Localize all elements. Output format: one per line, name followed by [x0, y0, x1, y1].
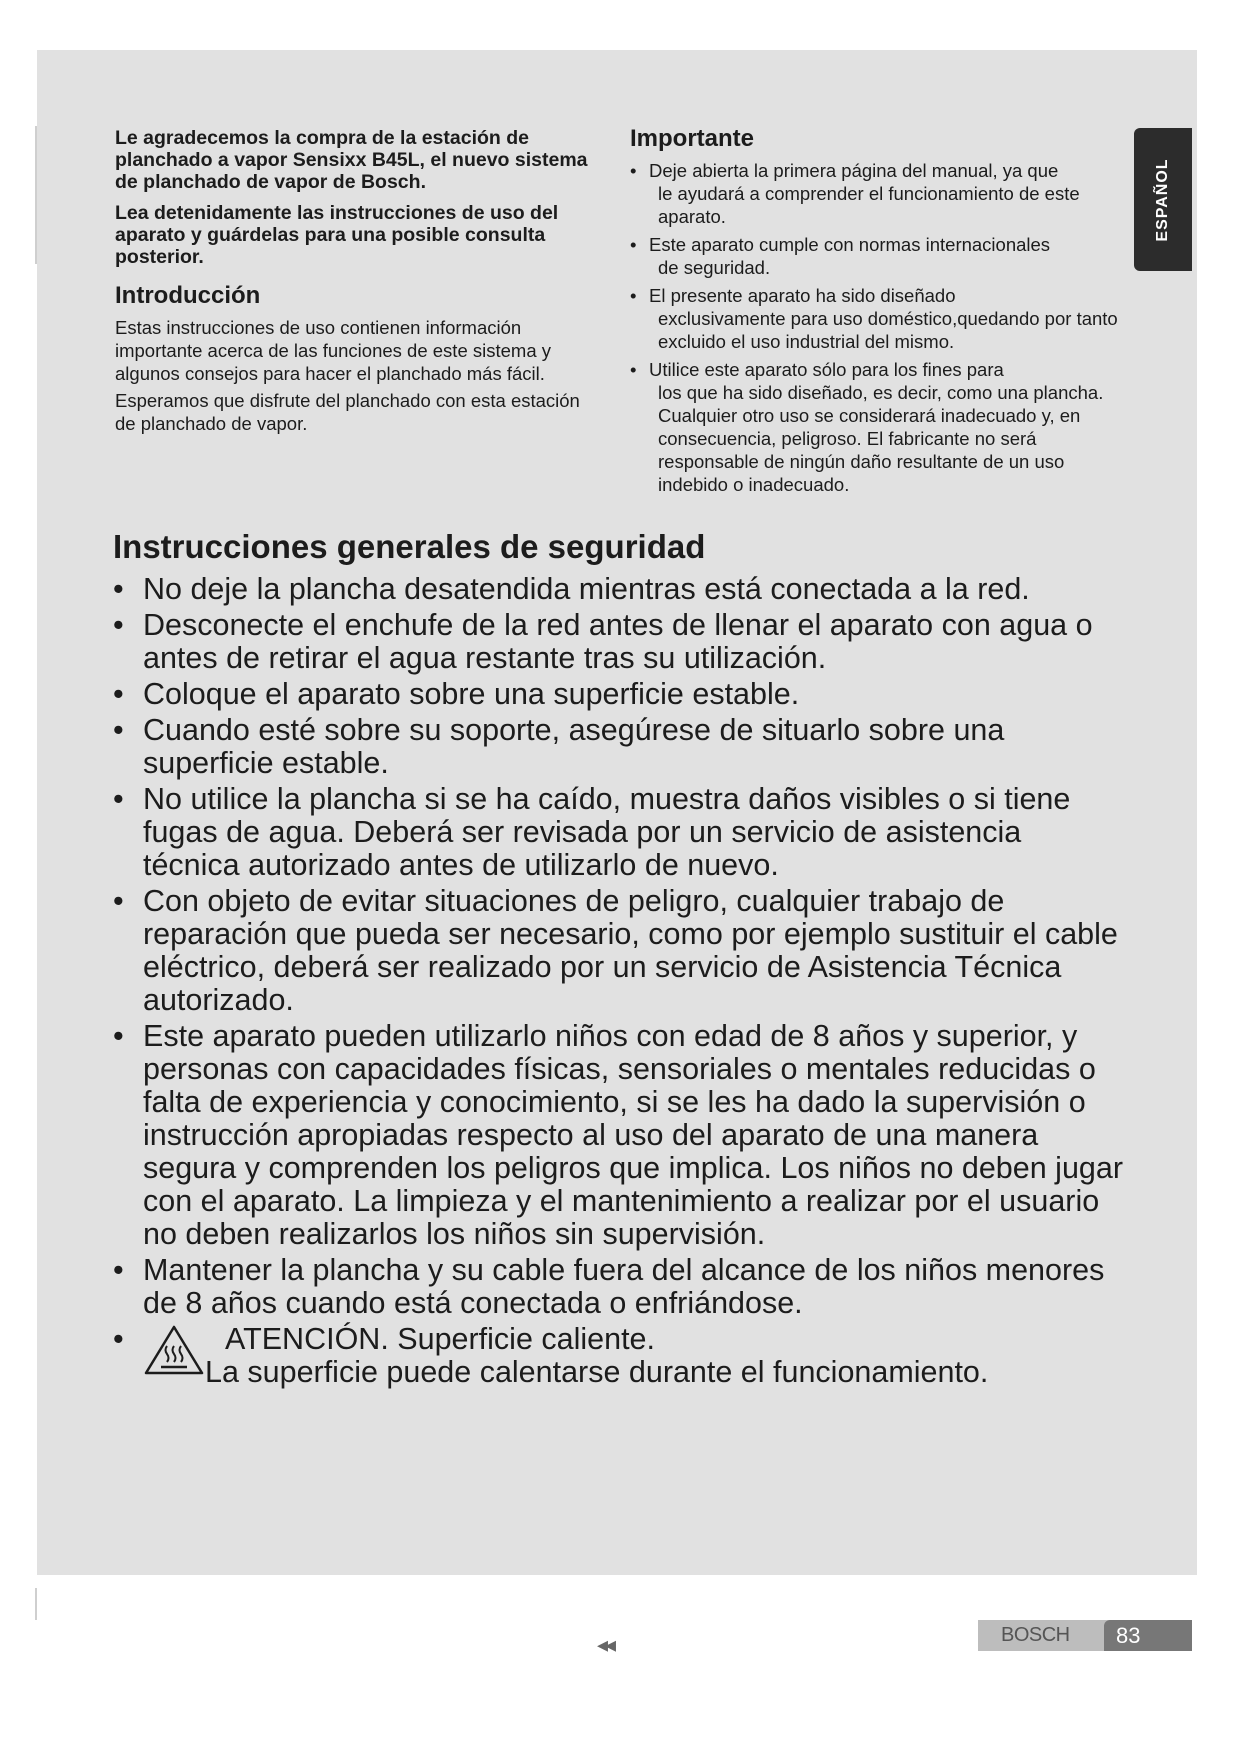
list-item-text: El presente aparato ha sido diseñado: [649, 285, 956, 306]
list-item-text: Cuando esté sobre su soporte, asegúrese de situarlo sobre una superficie estable.: [143, 713, 1005, 780]
language-tab-label: ESPAÑOL: [1154, 157, 1171, 242]
bullet: •: [630, 160, 637, 181]
margin-mark: [35, 1588, 37, 1620]
list-item-text: Desconecte el enchufe de la red antes de llenar el aparato con agua o antes de retirar el agua restante tras su utilización.: [143, 608, 1093, 675]
list-item-text: le ayudará a comprender el funcionamiento de este aparato.: [658, 183, 1080, 227]
warning-item: [113, 1323, 1123, 1389]
list-item: [113, 783, 1123, 882]
page-number: 83: [1116, 1623, 1141, 1648]
list-item: [113, 1254, 1123, 1320]
brand-label: BOSCH: [1001, 1624, 1070, 1646]
list-item-text: Con objeto de evitar situaciones de peligro, cualquier trabajo de reparación que pueda ser necesario, como por ejemplo sustituir el cable eléctrico, deberá ser realizado por un servicio de Asistencia Técnica autorizado.: [143, 884, 1118, 1017]
list-item-text: exclusivamente para uso doméstico,quedando por tanto excluido el uso industrial del mismo.: [658, 308, 1118, 352]
important-column: [630, 125, 1120, 501]
margin-mark: [35, 126, 37, 264]
safety-list: [113, 573, 1123, 1389]
list-item-text: los que ha sido diseñado, es decir, como una plancha. Cualquier otro uso se considerará inadecuado y, en consecuencia, peligroso. El fabricante no será responsable de ningún daño resultante de un uso indebido o inadecuado.: [658, 382, 1104, 495]
bullet: •: [113, 1322, 124, 1356]
list-item: [113, 714, 1123, 780]
safety-section: [113, 527, 1123, 1392]
page-number-badge: [1104, 1620, 1192, 1651]
list-item-text: de seguridad.: [658, 257, 771, 278]
bullet: •: [113, 572, 124, 606]
bullet: •: [630, 359, 637, 380]
bullet: •: [630, 285, 637, 306]
list-item: [113, 678, 1123, 711]
list-item: [113, 1020, 1123, 1251]
list-item-text: Este aparato cumple con normas internacionales: [649, 234, 1051, 255]
bullet: •: [113, 782, 124, 816]
warning-description: La superficie puede calentarse durante el funcionamiento.: [205, 1355, 989, 1389]
bullet: •: [113, 677, 124, 711]
nav-arrows-icon[interactable]: ◂◂: [597, 1632, 614, 1657]
important-heading: Importante: [630, 125, 755, 152]
list-item-text: No utilice la plancha si se ha caído, muestra daños visibles o si tiene fugas de agua. Deberá ser revisada por un servicio de asistencia técnica autorizado antes de utilizarlo de nuevo.: [143, 782, 1071, 882]
list-item: [630, 284, 1120, 353]
bullet: •: [113, 1019, 124, 1053]
introduction-heading: Introducción: [115, 282, 261, 309]
bullet: •: [113, 884, 124, 918]
read-notice-text: Lea detenidamente las instrucciones de uso del aparato y guárdelas para una posible consulta posterior.: [115, 202, 559, 268]
list-item-text: No deje la plancha desatendida mientras está conectada a la red.: [143, 572, 1030, 606]
intro-column: [115, 127, 600, 439]
list-item: [113, 885, 1123, 1017]
bullet: •: [113, 713, 124, 747]
list-item-text: Deje abierta la primera página del manual, ya que: [649, 160, 1059, 181]
list-item: [630, 159, 1120, 228]
bullet: •: [113, 1253, 124, 1287]
list-item: [113, 573, 1123, 606]
list-item-text: Mantener la plancha y su cable fuera del alcance de los niños menores de 8 años cuando está conectada o enfriándose.: [143, 1253, 1105, 1320]
bullet: •: [630, 234, 637, 255]
warning-text-block: [215, 1323, 655, 1356]
list-item-text: Este aparato pueden utilizarlo niños con edad de 8 años y superior, y personas con capacidades físicas, sensoriales o mentales reducidas o falta de experiencia y conocimiento, si se les ha dado la supervisión o instrucción apropiadas respecto al uso del aparato de una manera segura y comprenden los peligros que implica. Los niños no deben jugar con el aparato. La limpieza y el mantenimiento a realizar por el usuario no deben realizarlos los niños sin supervisión.: [143, 1019, 1123, 1251]
list-item: [630, 358, 1120, 496]
list-item-text: Coloque el aparato sobre una superficie estable.: [143, 677, 800, 711]
introduction-paragraph: Esperamos que disfrute del planchado con esta estación de planchado de vapor.: [115, 390, 580, 434]
language-tab: [1134, 128, 1192, 271]
warning-title: ATENCIÓN. Superficie caliente.: [225, 1322, 655, 1356]
safety-heading: Instrucciones generales de seguridad: [113, 528, 706, 565]
important-list: [630, 159, 1120, 496]
list-item: [113, 609, 1123, 675]
thanks-text: Le agradecemos la compra de la estación de planchado a vapor Sensixx B45L, el nuevo sistema de planchado de vapor de Bosch.: [115, 127, 588, 193]
hot-surface-warning-icon: [143, 1324, 205, 1376]
bullet: •: [113, 608, 124, 642]
list-item: [630, 233, 1120, 279]
introduction-paragraph: Estas instrucciones de uso contienen información importante acerca de las funciones de este sistema y algunos consejos para hacer el planchado más fácil.: [115, 317, 552, 384]
list-item-text: Utilice este aparato sólo para los fines para: [649, 359, 1004, 380]
